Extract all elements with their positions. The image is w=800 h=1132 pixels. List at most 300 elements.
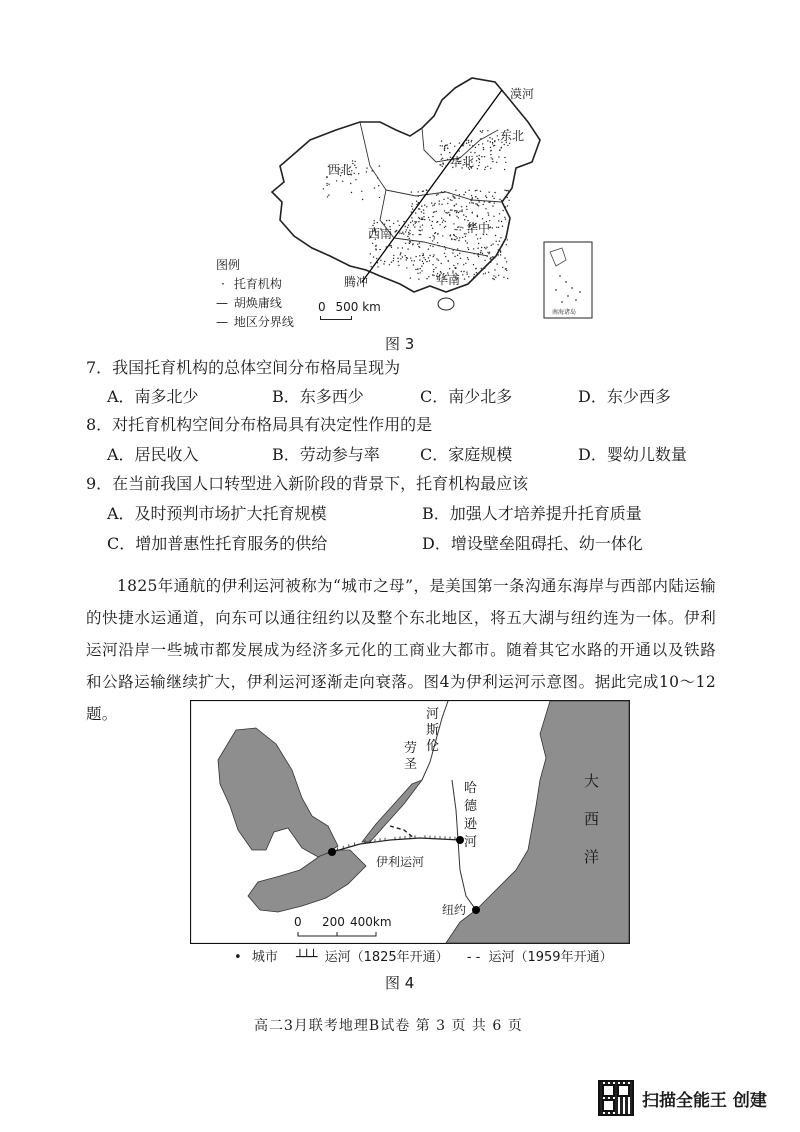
childcare-dot [499,149,500,150]
childcare-dot [406,229,407,230]
childcare-dot [473,276,474,277]
inset-label: 南海诸岛 [552,309,577,316]
childcare-dot [444,191,445,192]
city-nyc [472,906,480,914]
childcare-dot [370,262,371,263]
childcare-dot [355,167,356,168]
childcare-dot [433,212,434,213]
childcare-dot [423,255,424,256]
childcare-dot [497,135,498,136]
childcare-dot [418,191,419,192]
childcare-dot [409,243,410,244]
childcare-dot [400,254,401,255]
childcare-dot [409,241,410,242]
childcare-dot [459,142,460,143]
childcare-dot [507,205,508,206]
childcare-dot [418,246,419,247]
childcare-dot [376,261,377,262]
childcare-dot [443,220,444,221]
childcare-dot [498,249,499,250]
childcare-dot [448,260,449,261]
childcare-dot [506,270,507,271]
childcare-dot [494,202,495,203]
childcare-dot [397,247,398,248]
childcare-dot [444,150,445,151]
childcare-dot [466,272,467,273]
scale-bar-3: 0 500 km [318,300,381,314]
childcare-dot [350,183,351,184]
childcare-dot [452,195,453,196]
childcare-dot [453,197,454,198]
childcare-dot [507,145,508,146]
childcare-dot [462,274,463,275]
childcare-dot [501,147,502,148]
childcare-dot [407,236,408,237]
childcare-dot [490,168,491,169]
childcare-dot [415,256,416,257]
childcare-dot [445,221,446,222]
childcare-dot [466,206,467,207]
childcare-dot [461,206,462,207]
childcare-dot [454,146,455,147]
childcare-dot [478,144,479,145]
childcare-dot [462,145,463,146]
childcare-dot [452,270,453,271]
childcare-dot [500,237,501,238]
childcare-dot [429,255,430,256]
childcare-dot [379,257,380,258]
childcare-dot [459,211,460,212]
childcare-dot [434,233,435,234]
childcare-dot [393,260,394,261]
childcare-dot [480,250,481,251]
childcare-dot [426,261,427,262]
line-icon: — [216,315,228,329]
childcare-dot [468,249,469,250]
childcare-dot [458,212,459,213]
childcare-dot [379,165,380,166]
childcare-dot [438,245,439,246]
childcare-dot [433,275,434,276]
childcare-dot [436,258,437,259]
childcare-dot [474,253,475,254]
childcare-dot [326,177,327,178]
childcare-dot [480,238,481,239]
childcare-dot [500,250,501,251]
childcare-dot [477,215,478,216]
childcare-dot [419,230,420,231]
childcare-dot [498,254,499,255]
childcare-dot [475,196,476,197]
childcare-dot [426,193,427,194]
reading-passage: 1825年通航的伊利运河被称为“城市之母”，是美国第一条沟通东海岸与西部内陆运输的快捷水运通道，向东可以通往纽约以及整个东北地区，将五大湖与纽约连为一体。伊利运河沿岸一些城市都发展成为经济多元化的工商业大都市。随着其它水路的开通以及铁路和公路运输继续扩大，伊利运河逐渐走向衰落。图4为伊利运河示意图。据此完成10～12题。 [86,577,716,723]
figure-4-legend: • 城市 ┴┴┴ 运河（1825年开通） - - 运河（1959年开通） [234,950,613,965]
childcare-dot [508,200,509,201]
childcare-dot [461,209,462,210]
childcare-dot [498,220,499,221]
childcare-dot [456,211,457,212]
childcare-dot [373,256,374,257]
childcare-dot [432,264,433,265]
childcare-dot [490,141,491,142]
childcare-dot [445,226,446,227]
childcare-dot [494,141,495,142]
childcare-dot [371,266,372,267]
childcare-dot [458,240,459,241]
childcare-dot [493,216,494,217]
childcare-dot [484,169,485,170]
childcare-dot [507,197,508,198]
childcare-dot [428,217,429,218]
childcare-dot [428,257,429,258]
childcare-dot [453,265,454,266]
childcare-dot [409,238,410,239]
childcare-dot [491,157,492,158]
dot-icon: · [221,277,225,291]
childcare-dot [432,205,433,206]
childcare-dot [489,252,490,253]
childcare-dot [382,222,383,223]
childcare-dot [436,211,437,212]
region-label-northwest: 西北 [328,163,353,177]
childcare-dot [471,195,472,196]
childcare-dot [467,247,468,248]
childcare-dot [433,269,434,270]
childcare-dot [452,252,453,253]
childcare-dot [477,248,478,249]
childcare-dot [448,192,449,193]
childcare-dot [415,269,416,270]
childcare-dot [389,245,390,246]
scale-line [320,316,352,320]
childcare-dot [402,247,403,248]
childcare-dot [426,190,427,191]
childcare-dot [386,246,387,247]
childcare-dot [456,216,457,217]
childcare-dot [372,243,373,244]
childcare-dot [477,273,478,274]
childcare-dot [437,233,438,234]
childcare-dot [391,262,392,263]
childcare-dot [420,234,421,235]
childcare-dot [493,275,494,276]
childcare-dot [407,258,408,259]
childcare-dot [477,168,478,169]
childcare-dot [432,216,433,217]
childcare-dot [414,226,415,227]
childcare-dot [504,144,505,145]
childcare-dot [412,220,413,221]
childcare-dot [497,244,498,245]
childcare-dot [411,211,412,212]
childcare-dot [490,262,491,263]
childcare-dot [491,245,492,246]
childcare-dot [434,203,435,204]
childcare-dot [418,221,419,222]
question-9-option-a: A．及时预判市场扩大托育规模 [107,504,327,523]
childcare-dot [429,237,430,238]
question-7-option-b: B．东多西少 [272,387,364,406]
childcare-dot [458,226,459,227]
label-char: 西 [584,810,600,828]
childcare-dot [450,143,451,144]
childcare-dot [355,179,356,180]
childcare-dot [500,254,501,255]
childcare-dot [454,210,455,211]
region-label-south: 华南 [436,273,461,287]
label-atlantic [584,772,599,866]
childcare-dot [352,163,353,164]
label-new-york: 纽约 [442,903,467,917]
childcare-dot [393,255,394,256]
childcare-dot [498,275,499,276]
childcare-dot [488,253,489,254]
childcare-dot [397,258,398,259]
childcare-dot [454,256,455,257]
childcare-dot [481,156,482,157]
figure-4 [190,700,630,944]
scanner-label: 扫描全能王 创建 [642,1090,767,1111]
childcare-dot [432,235,433,236]
childcare-dot [405,255,406,256]
childcare-dot [461,271,462,272]
childcare-dot [423,253,424,254]
childcare-dot [493,198,494,199]
childcare-dot [420,226,421,227]
childcare-dot [422,224,423,225]
childcare-dot [384,224,385,225]
childcare-dot [433,238,434,239]
childcare-dot [377,262,378,263]
childcare-dot [443,199,444,200]
childcare-dot [450,209,451,210]
childcare-dot [379,197,380,198]
childcare-dot [504,169,505,170]
city-dot-icon: • [234,950,242,965]
childcare-dot [419,259,420,260]
childcare-dot [401,233,402,234]
childcare-dot [424,204,425,205]
childcare-dot [432,240,433,241]
childcare-dot [418,202,419,203]
childcare-dot [499,213,500,214]
childcare-dot [483,147,484,148]
childcare-dot [463,143,464,144]
childcare-dot [487,256,488,257]
childcare-dot [444,246,445,247]
childcare-dot [419,255,420,256]
childcare-dot [484,268,485,269]
childcare-dot [412,208,413,209]
childcare-dot [418,279,419,280]
childcare-dot [421,265,422,266]
childcare-dot [354,165,355,166]
question-8-option-c: C．家庭规模 [420,445,513,464]
childcare-dot [327,196,328,197]
childcare-dot [506,244,507,245]
childcare-dot [472,212,473,213]
childcare-dot [502,226,503,227]
childcare-dot [463,194,464,195]
childcare-dot [419,242,420,243]
childcare-dot [406,267,407,268]
legend-item-childcare: · 托育机构 [216,275,366,292]
childcare-dot [482,130,483,131]
childcare-dot [437,221,438,222]
childcare-dot [440,154,441,155]
childcare-dot [485,195,486,196]
label-char: 斯 [426,723,440,738]
childcare-dot [484,201,485,202]
childcare-dot [442,192,443,193]
childcare-dot [445,165,446,166]
childcare-dot [447,203,448,204]
childcare-dot [465,236,466,237]
childcare-dot [463,264,464,265]
childcare-dot [484,156,485,157]
childcare-dot [488,214,489,215]
childcare-dot [458,217,459,218]
label-char: 劳 [404,741,418,756]
childcare-dot [496,241,497,242]
childcare-dot [485,167,486,168]
childcare-dot [379,249,380,250]
childcare-dot [441,263,442,264]
childcare-dot [471,198,472,199]
childcare-dot [431,225,432,226]
childcare-dot [490,147,491,148]
childcare-dot [352,160,353,161]
childcare-dot [481,268,482,269]
childcare-dot [447,148,448,149]
childcare-dot [375,246,376,247]
childcare-dot [454,229,455,230]
childcare-dot [405,222,406,223]
childcare-dot [447,159,448,160]
childcare-dot [502,267,503,268]
childcare-dot [418,204,419,205]
childcare-dot [428,249,429,250]
childcare-dot [361,191,362,192]
childcare-dot [454,239,455,240]
scale-tick-0: 0 [294,915,302,929]
childcare-dot [421,217,422,218]
childcare-dot [497,263,498,264]
question-8-option-a: A．居民收入 [107,445,199,464]
childcare-dot [442,145,443,146]
childcare-dot [419,234,420,235]
childcare-dot [421,270,422,271]
childcare-dot [464,278,465,279]
childcare-dot [408,232,409,233]
childcare-dot [476,272,477,273]
childcare-dot [485,273,486,274]
childcare-dot [465,240,466,241]
childcare-dot [506,190,507,191]
childcare-dot [504,157,505,158]
childcare-dot [477,198,478,199]
childcare-dot [377,177,378,178]
childcare-dot [479,162,480,163]
childcare-dot [460,258,461,259]
childcare-dot [492,205,493,206]
childcare-dot [366,167,367,168]
childcare-dot [419,208,420,209]
childcare-dot [456,229,457,230]
childcare-dot [444,146,445,147]
childcare-dot [405,231,406,232]
childcare-dot [426,206,427,207]
childcare-dot [490,258,491,259]
childcare-dot [441,191,442,192]
childcare-dot [503,277,504,278]
childcare-dot [502,210,503,211]
childcare-dot [432,246,433,247]
childcare-dot [414,260,415,261]
childcare-dot [323,188,324,189]
childcare-dot [406,259,407,260]
childcare-dot [423,257,424,258]
childcare-dot [423,216,424,217]
childcare-dot [482,218,483,219]
childcare-dot [378,185,379,186]
qr-code-icon [598,1080,634,1116]
childcare-dot [492,278,493,279]
childcare-dot [413,224,414,225]
childcare-dot [455,239,456,240]
childcare-dot [486,247,487,248]
childcare-dot [504,190,505,191]
childcare-dot [465,216,466,217]
childcare-dot [476,190,477,191]
childcare-dot [450,199,451,200]
childcare-dot [432,274,433,275]
childcare-dot [412,203,413,204]
childcare-dot [447,197,448,198]
childcare-dot [457,255,458,256]
childcare-dot [487,130,488,131]
childcare-dot [478,165,479,166]
childcare-dot [489,192,490,193]
childcare-dot [393,258,394,259]
childcare-dot [459,150,460,151]
childcare-dot [384,261,385,262]
childcare-dot [423,213,424,214]
question-8-stem: 8．对托育机构空间分布格局具有决定性作用的是 [86,415,433,434]
childcare-dot [473,264,474,265]
childcare-dot [326,183,327,184]
childcare-dot [468,140,469,141]
region-label-southwest: 西南 [368,227,393,241]
childcare-dot [508,191,509,192]
childcare-dot [477,216,478,217]
childcare-dot [476,156,477,157]
childcare-dot [425,259,426,260]
childcare-dot [366,171,367,172]
childcare-dot [440,145,441,146]
childcare-dot [505,236,506,237]
childcare-dot [362,199,363,200]
label-char: 哈 [464,781,478,796]
childcare-dot [478,205,479,206]
childcare-dot [482,253,483,254]
childcare-dot [447,212,448,213]
label-char: 德 [464,799,478,814]
childcare-dot [490,150,491,151]
childcare-dot [342,181,343,182]
childcare-dot [504,217,505,218]
childcare-dot [336,180,337,181]
